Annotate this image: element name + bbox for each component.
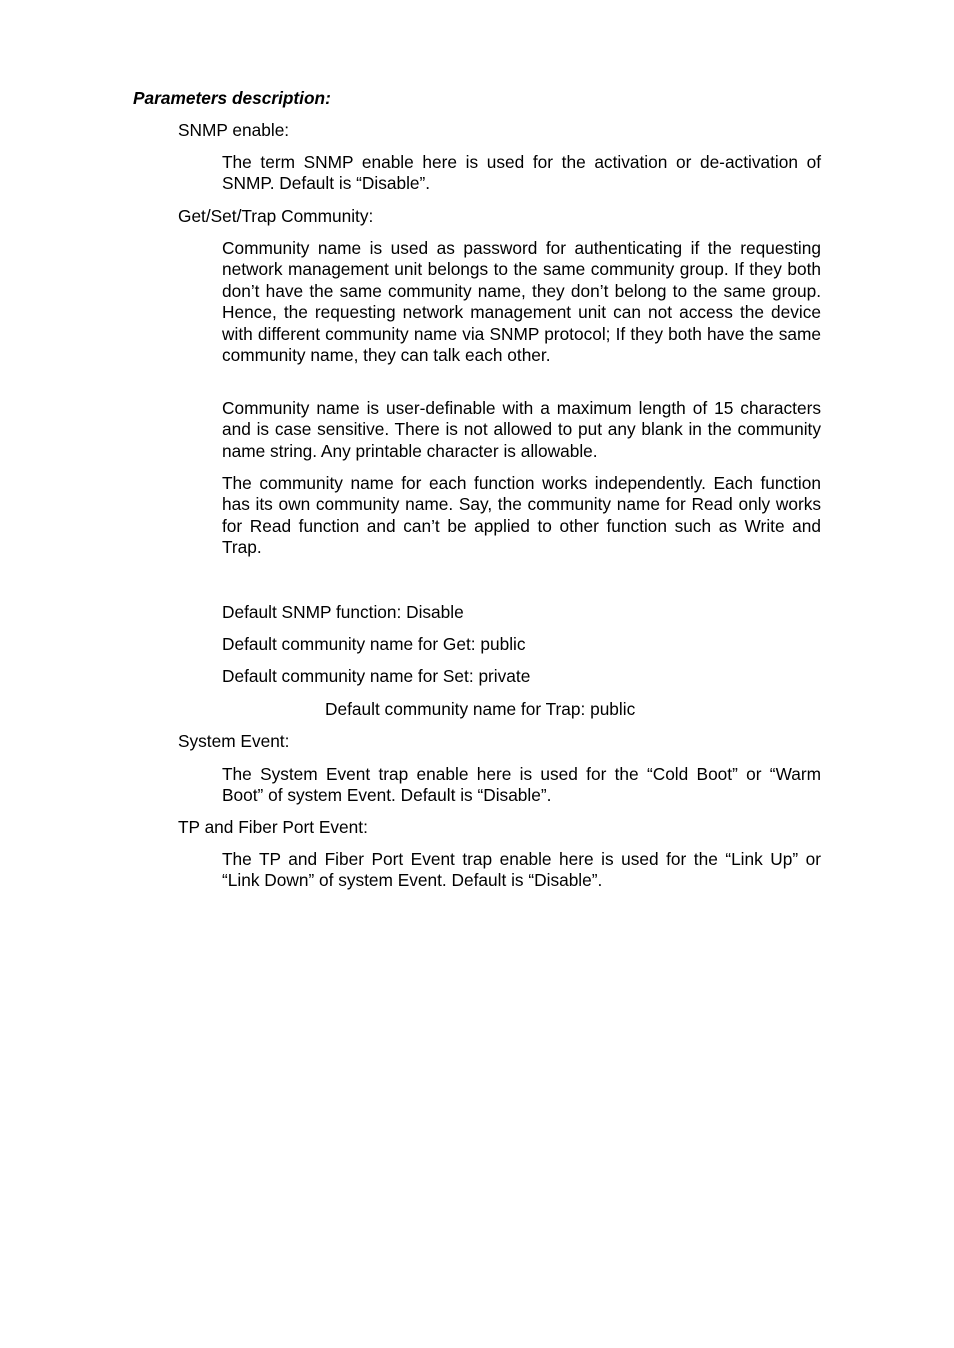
community-paragraph-3: The community name for each function works independently. Each function has its own community name. Say, the community name for Read only works for Read function and can’t be applied to other function such as Write and Trap.: [222, 473, 821, 558]
community-term: Get/Set/Trap Community:: [178, 206, 374, 226]
port-event-term: TP and Fiber Port Event:: [178, 817, 368, 837]
community-paragraph-2: Community name is user-definable with a maximum length of 15 characters and is case sensitive. There is not allowed to put any blank in the community name string. Any printable character is allowable.: [222, 398, 821, 461]
snmp-enable-description: The term SNMP enable here is used for the activation or de-activation of SNMP. Default is “Disable”.: [222, 152, 821, 194]
default-community-trap: Default community name for Trap: public: [325, 699, 636, 719]
snmp-enable-term: SNMP enable:: [178, 120, 290, 140]
default-snmp-function: Default SNMP function: Disable: [222, 602, 464, 622]
community-paragraph-1: Community name is used as password for authenticating if the requesting network management unit belongs to the same community group. If they both don’t have the same community name, they don’t belong to the same group. Hence, the requesting network management unit can not access the device with different community name via SNMP protocol; If they both have the same community name, they can talk each other.: [222, 238, 821, 366]
default-community-get: Default community name for Get: public: [222, 634, 526, 654]
system-event-term: System Event:: [178, 731, 290, 751]
port-event-description: The TP and Fiber Port Event trap enable here is used for the “Link Up” or “Link Down” of system Event. Default is “Disable”.: [222, 849, 821, 891]
section-heading: Parameters description:: [133, 88, 331, 108]
system-event-description: The System Event trap enable here is used for the “Cold Boot” or “Warm Boot” of system Event. Default is “Disable”.: [222, 764, 821, 806]
default-community-set: Default community name for Set: private: [222, 666, 531, 686]
